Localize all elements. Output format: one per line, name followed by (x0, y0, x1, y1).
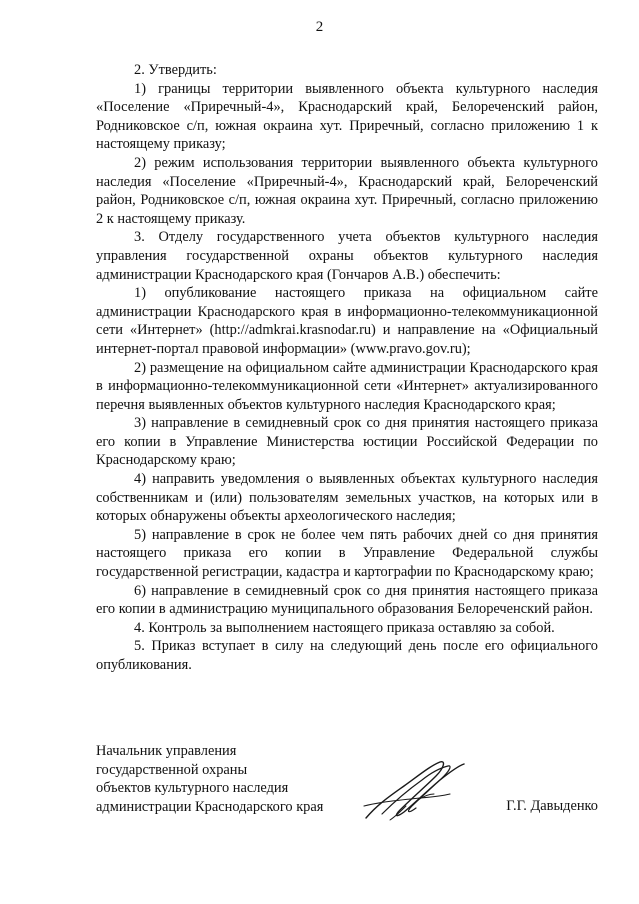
paragraph-ministry-of-justice: 3) направление в семидневный срок со дня принятия настоящего приказа его копии в Управление Министерства юстиции Российской Федерации по Краснодарскому краю; (96, 415, 598, 469)
signatory-name: Г.Г. Давыденко (506, 798, 598, 814)
paragraph-municipal-administration: 6) направление в семидневный срок со дня принятия настоящего приказа его копии в администрацию муниципального образования Белореченский район. (96, 582, 598, 618)
signature-block (96, 742, 598, 832)
signatory-title-line: государственной охраны (96, 761, 248, 778)
handwritten-signature-icon (360, 756, 470, 826)
paragraph-department-instruction: 3. Отделу государственного учета объектов культурного наследия управления государственной охраны объектов культурного наследия администрации Краснодарского края (Гончаров А.В.) обеспечить: (96, 229, 598, 283)
paragraph-approve-heading: 2. Утвердить: (134, 62, 217, 78)
signatory-title-line: Начальник управления (96, 743, 237, 759)
paragraph-entry-into-force: 5. Приказ вступает в силу на следующий день после его официального опубликования. (96, 638, 598, 673)
paragraph-territory-boundaries: 1) границы территории выявленного объекта культурного наследия «Поселение «Приречный-4», Краснодарский край, Белореченский район, Родниковское с/п, южная окраина хут. Приречный, согласно приложению 1 к настоящему приказу; (96, 80, 598, 153)
document-body (96, 61, 598, 675)
page-number: 2 (315, 19, 324, 35)
paragraph-publication: 1) опубликование настоящего приказа на официальном сайте администрации Краснодарского края в информационно-телекоммуникационной сети «Интернет» (http://admkrai.krasnodar.ru) и направление на «Официальный интернет-портал правовой информации» (www.pravo.gov.ru); (96, 285, 598, 357)
paragraph-rosreestr: 5) направление в срок не более чем пять рабочих дней со дня принятия настоящего приказа его копии в Управление Федеральной службы государственной регистрации, кадастра и картографии по Краснодарскому краю; (96, 526, 598, 581)
signatory-title-line: объектов культурного наследия (96, 780, 289, 797)
signatory-title (96, 742, 323, 816)
paragraph-owner-notification: 4) направить уведомления о выявленных объектах культурного наследия собственникам и (или) пользователям земельных участков, на которых или в которых обнаружены объекты археологического наследия; (96, 471, 598, 525)
signatory-title-line: администрации Краснодарского края (96, 798, 324, 815)
paragraph-website-posting: 2) размещение на официальном сайте администрации Краснодарского края в информационно-телекоммуникационной сети «Интернет» актуализированного перечня выявленных объектов культурного наследия Краснодарского края; (96, 359, 598, 413)
paragraph-usage-regime: 2) режим использования территории выявленного объекта культурного наследия «Поселение «Приречный-4», Краснодарский край, Белореченский район, Родниковское с/п, южная окраина хут. Приречный, согласно приложению 2 к настоящему приказу. (96, 154, 598, 227)
paragraph-control: 4. Контроль за выполнением настоящего приказа оставляю за собой. (134, 619, 555, 636)
